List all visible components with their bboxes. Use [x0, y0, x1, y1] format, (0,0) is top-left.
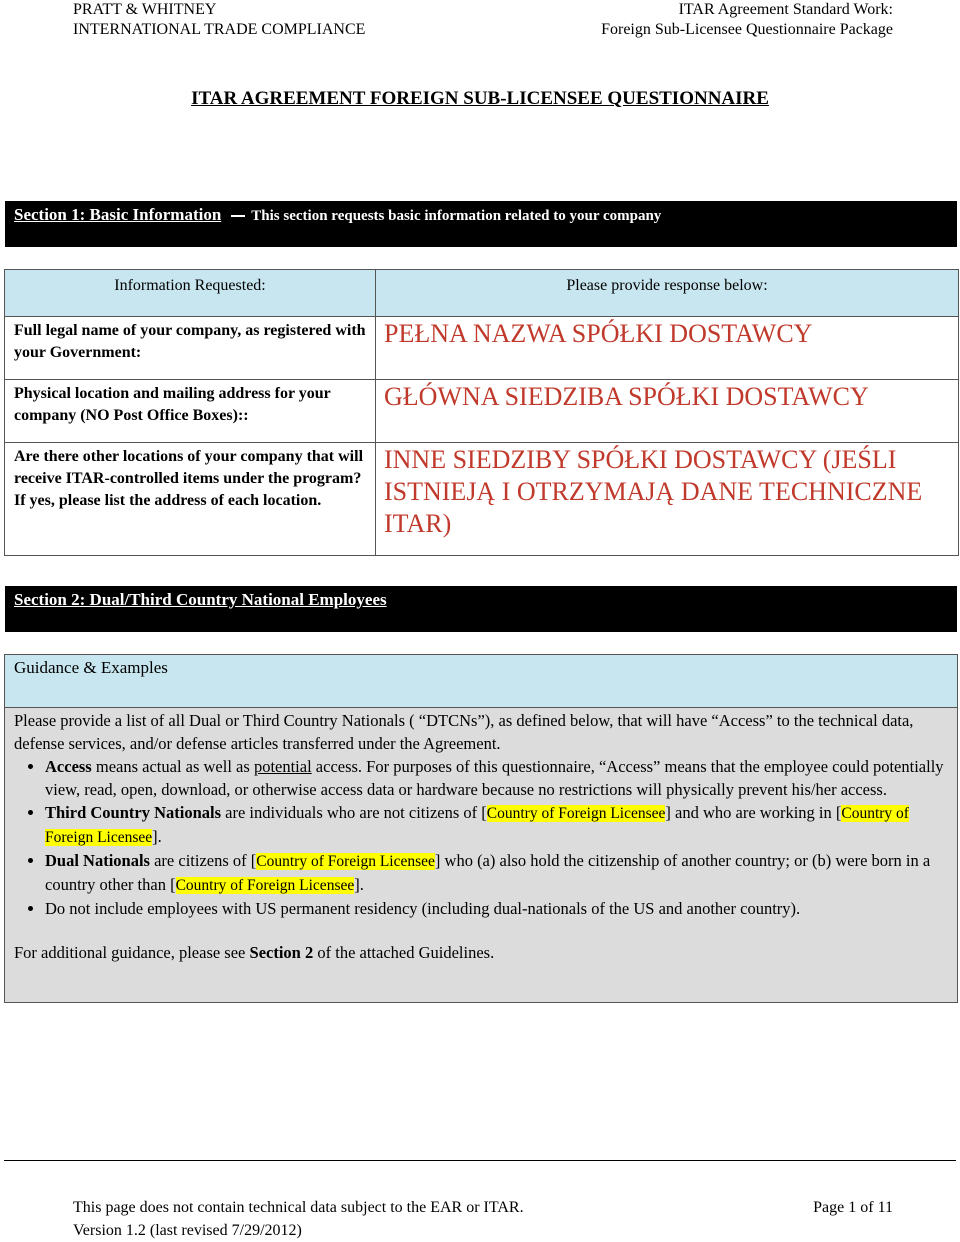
placeholder-country: Country of Foreign Licensee	[486, 805, 666, 822]
footer-rule	[4, 1160, 956, 1161]
underline-potential: potential	[253, 757, 312, 776]
guidance-footer: For additional guidance, please see Section 2 of the attached Guidelines.	[14, 943, 495, 962]
footer-version: Version 1.2 (last revised 7/29/2012)	[73, 1222, 302, 1239]
header-department: INTERNATIONAL TRADE COMPLIANCE	[73, 21, 366, 38]
answer-other-locations[interactable]: INNE SIEDZIBY SPÓŁKI DOSTAWCY (JEŚLI ISTNIEJĄ I OTRZYMAJĄ DANE TECHNICZNE ITAR)	[376, 443, 959, 556]
section-ref: Section 2	[249, 943, 314, 962]
header-doc-type: ITAR Agreement Standard Work:	[678, 1, 893, 18]
list-item-dual-nationals: • Dual Nationals are citizens of [Country of Foreign Licensee] who (a) also hold the citizenship of another country; or (b) were born in a country other than [Country of Foreign Licensee].	[45, 849, 948, 897]
list-item-permanent-residency: • Do not include employees with US permanent residency (including dual-nationals of the US and another country).	[45, 897, 948, 920]
em-dash	[231, 215, 245, 217]
answer-physical-address[interactable]: GŁÓWNA SIEDZIBA SPÓŁKI DOSTAWCY	[376, 380, 959, 443]
section1-title: Section 1: Basic Information	[14, 205, 222, 224]
term-access: Access	[45, 757, 92, 776]
table-row	[5, 443, 959, 556]
table-row	[5, 317, 959, 380]
question-physical-address: Physical location and mailing address for your company (NO Post Office Boxes)::	[5, 380, 376, 443]
column-header-info: Information Requested:	[5, 270, 376, 317]
term-third-country: Third Country Nationals	[45, 803, 222, 822]
spacer	[14, 920, 948, 941]
section2-title: Section 2: Dual/Third Country National Employees	[14, 590, 387, 609]
list-item-third-country: • Third Country Nationals are individuals who are not citizens of [Country of Foreign Licensee] and who are working in [Country of Foreign Licensee].	[45, 801, 948, 849]
footer-page-number: Page 1 of 11	[813, 1199, 893, 1216]
term-dual-nationals: Dual Nationals	[45, 851, 150, 870]
footer-note: This page does not contain technical data subject to the EAR or ITAR.	[73, 1199, 524, 1216]
section1-subtitle: This section requests basic information related to your company	[251, 208, 662, 224]
question-legal-name: Full legal name of your company, as registered with your Government:	[5, 317, 376, 380]
question-other-locations: Are there other locations of your company that will receive ITAR-controlled items under the program? If yes, please list the address of each location.	[5, 443, 376, 556]
list-item-access: • Access means actual as well as potential access. For purposes of this questionnaire, “Access” means that the employee could potentially view, read, open, download, or otherwise access data or hardware because no restrictions will physically prevent his/her access.	[45, 755, 948, 801]
section2-banner	[5, 586, 957, 632]
placeholder-country: Country of Foreign Licensee	[256, 853, 435, 870]
header-right	[601, 0, 893, 40]
guidance-body	[4, 707, 958, 1003]
placeholder-country: Country of Foreign Licensee	[175, 877, 355, 894]
header-left	[73, 0, 365, 40]
basic-info-table	[4, 269, 959, 556]
placeholder-country: Country of Foreign Licensee	[45, 805, 909, 846]
table-row	[5, 380, 959, 443]
definitions-list	[14, 755, 948, 920]
guidance-intro: Please provide a list of all Dual or Third Country Nationals ( “DTCNs”), as defined below, that will have “Access” to the technical data, defense services, and/or defense articles transferred under the Agreement.	[14, 711, 914, 753]
answer-legal-name[interactable]: PEŁNA NAZWA SPÓŁKI DOSTAWCY	[376, 317, 959, 380]
page-title: ITAR AGREEMENT FOREIGN SUB-LICENSEE QUESTIONNAIRE	[191, 88, 769, 109]
header-company: PRATT & WHITNEY	[73, 1, 217, 18]
section1-banner	[5, 201, 957, 247]
guidance-heading: Guidance & Examples	[4, 654, 958, 707]
header-doc-name: Foreign Sub-Licensee Questionnaire Package	[601, 21, 893, 38]
column-header-response: Please provide response below:	[376, 270, 959, 317]
table-header-row	[5, 270, 959, 317]
footer-left	[73, 1196, 524, 1242]
